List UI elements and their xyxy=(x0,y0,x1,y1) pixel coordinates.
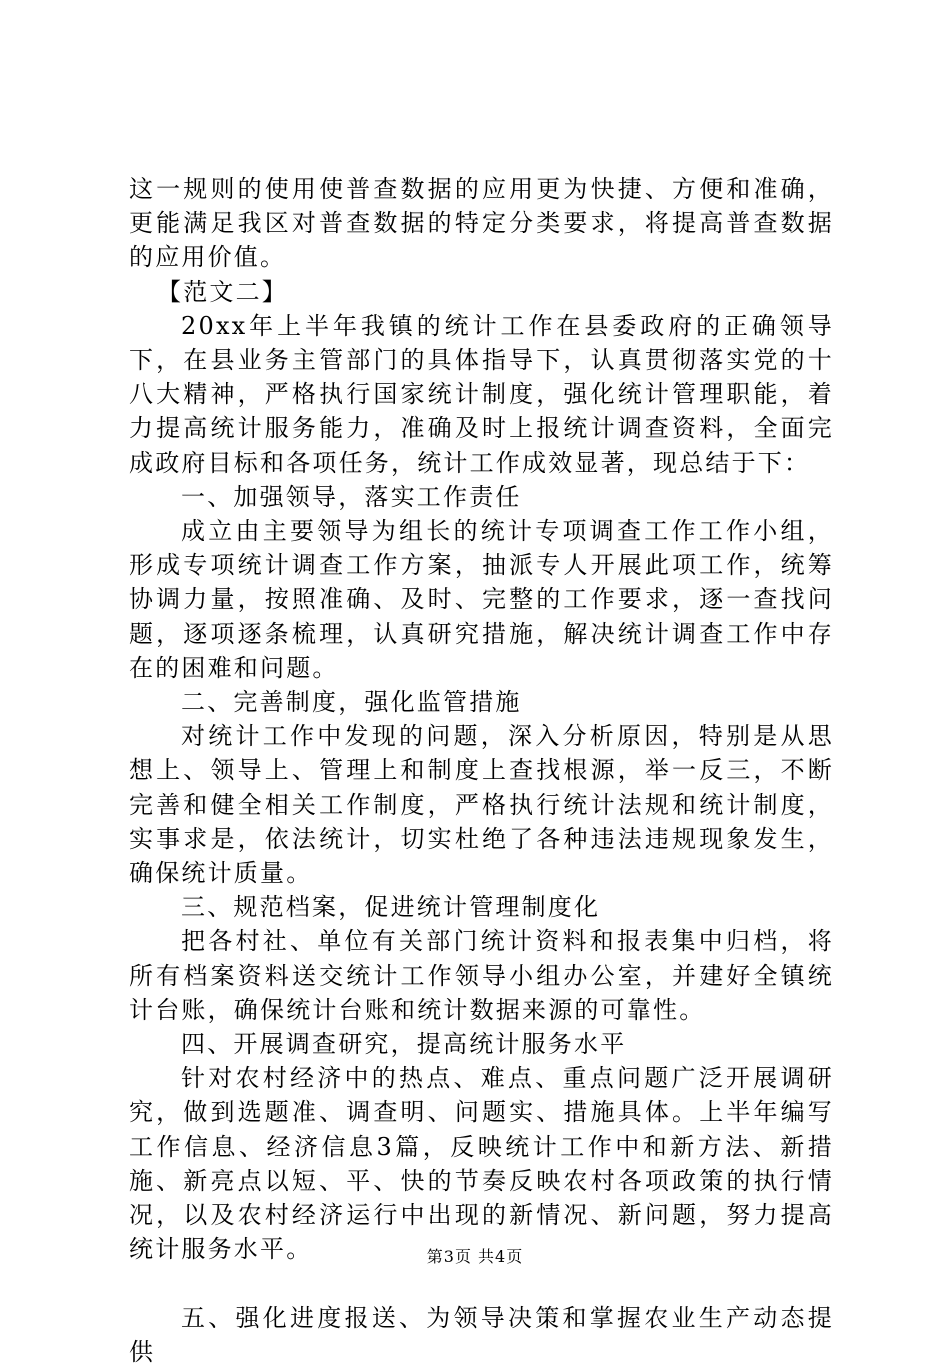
heading-two: 二、完善制度，强化监管措施 xyxy=(181,688,522,717)
paragraph-intro: 20xx年上半年我镇的统计工作在县委政府的正确领导下，在县业务主管部门的具体指导下，认真贯彻落实党的十八大精神，严格执行国家统计制度，强化统计管理职能，着力提高统计服务能力，准确及时上报统计调查资料，全面完成政府目标和各项任务，统计工作成效显著，现总结于下： xyxy=(129,311,834,477)
paragraph-continuation: 这一规则的使用使普查数据的应用更为快捷、方便和准确，更能满足我区对普查数据的特定分类要求，将提高普查数据的应用价值。 xyxy=(129,175,834,272)
heading-three: 三、规范档案，促进统计管理制度化 xyxy=(181,893,601,922)
page-footer: 第3页 共4页 xyxy=(426,1247,524,1266)
paragraph-one: 成立由主要领导为组长的统计专项调查工作工作小组，形成专项统计调查工作方案，抽派专人开展此项工作，统筹协调力量，按照准确、及时、完整的工作要求，逐一查找问题，逐项逐条梳理，认真研究措施，解决统计调查工作中存在的困难和问题。 xyxy=(129,517,834,682)
paragraph-two: 对统计工作中发现的问题，深入分析原因，特别是从思想上、领导上、管理上和制度上查找根源，举一反三，不断完善和健全相关工作制度，严格执行统计法规和统计制度，实事求是，依法统计，切实杜绝了各种违法违规现象发生，确保统计质量。 xyxy=(129,722,834,888)
heading-four: 四、开展调查研究，提高统计服务水平 xyxy=(181,1030,627,1059)
heading-one: 一、加强领导，落实工作责任 xyxy=(181,482,522,511)
paragraph-three: 把各村社、单位有关部门统计资料和报表集中归档，将所有档案资料送交统计工作领导小组办公室，并建好全镇统计台账，确保统计台账和统计数据来源的可靠性。 xyxy=(129,927,834,1024)
heading-five: 五、强化进度报送、为领导决策和掌握农业生产动态提供 xyxy=(129,1303,834,1366)
document-body xyxy=(129,172,834,1369)
section-title-fanwen-er: 【范文二】 xyxy=(157,277,288,306)
paragraph-four: 针对农村经济中的热点、难点、重点问题广泛开展调研究，做到选题准、调查明、问题实、措施具体。上半年编写工作信息、经济信息3篇，反映统计工作中和新方法、新措施、新亮点以短、平、快的节奏反映农村各项政策的执行情况，以及农村经济运行中出现的新情况、新问题，努力提高统计服务水平。 xyxy=(129,1064,834,1264)
